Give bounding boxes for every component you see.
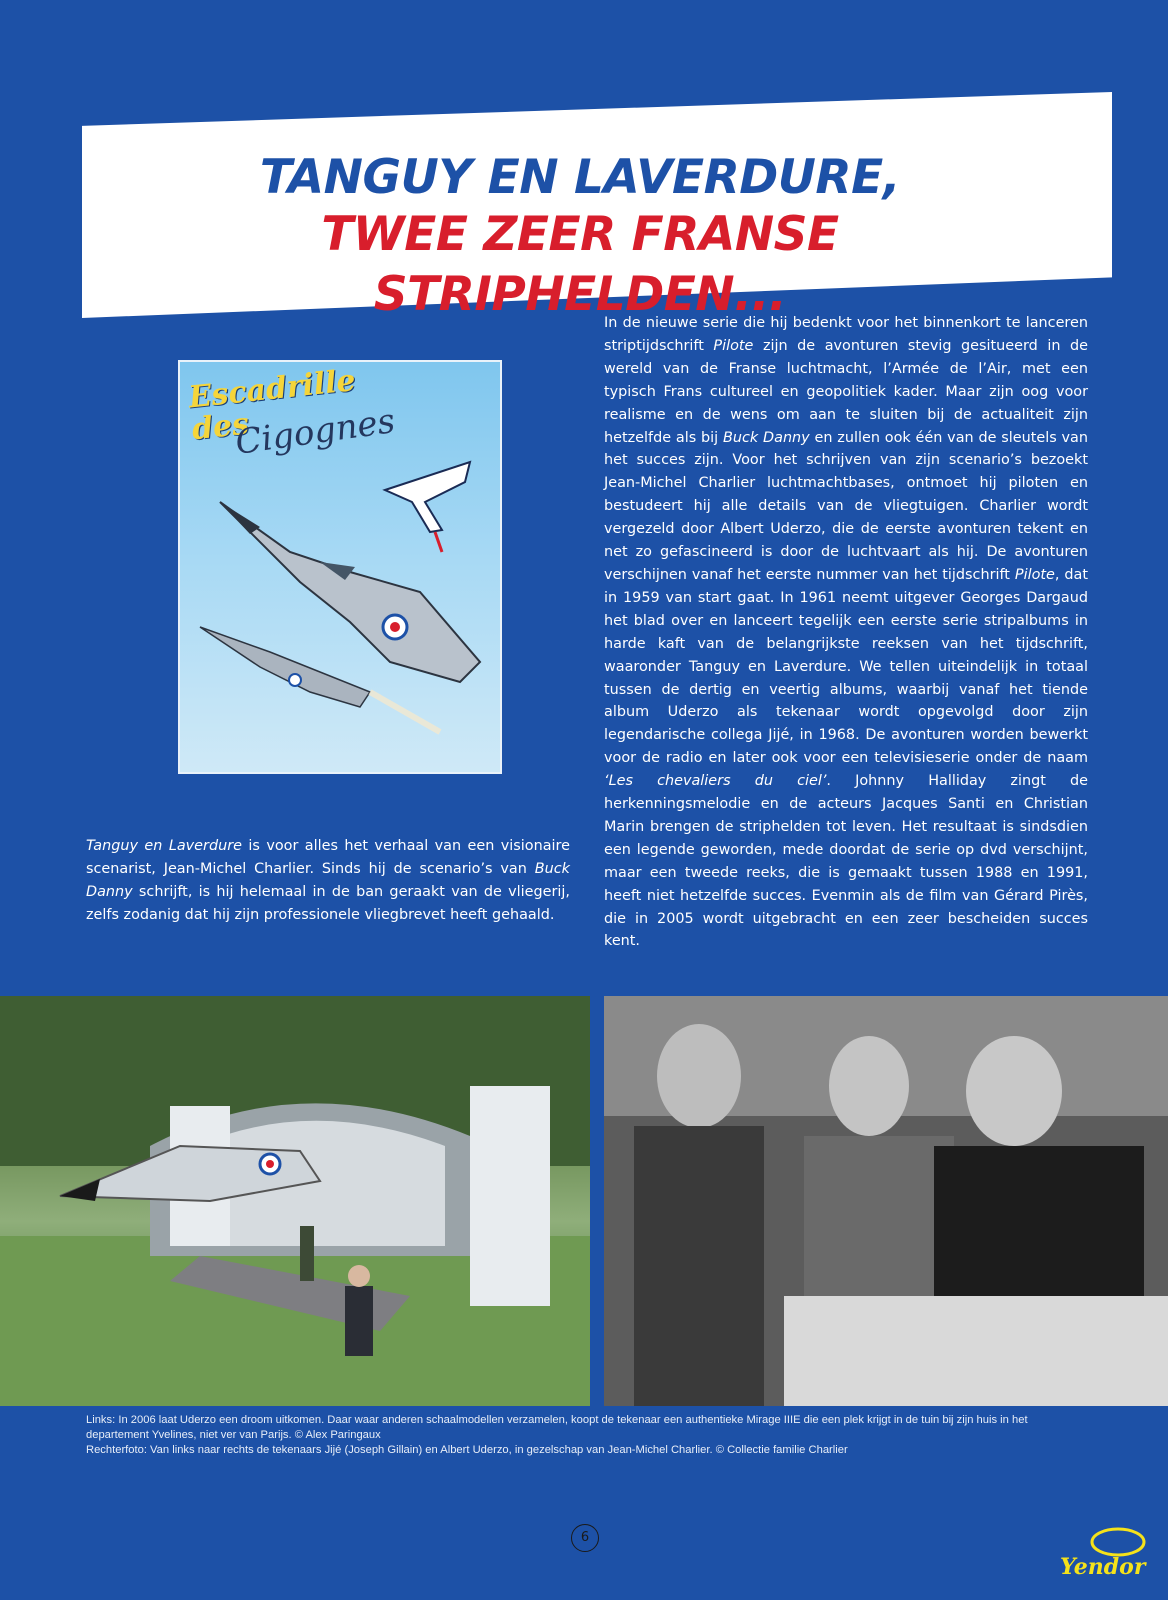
caption-left: Links: In 2006 laat Uderzo een droom uitkomen. Daar waar anderen schaalmodellen verzamelen, koopt de tekenaar een authentieke Mirage IIIE die een plek krijgt in de tuin bij zijn huis in het departement Yvelines, niet ver van Parijs. © Alex Paringaux	[86, 1414, 1028, 1441]
right-column-text: In de nieuwe serie die hij bedenkt voor het binnenkort te lanceren striptijdschrift Pilote zijn de avonturen stevig gesitueerd in de wereld van de Franse luchtmacht, l’Armée de l’Air, met een typisch Frans cultureel en geopolitiek kader. Maar zijn oog voor realisme en de wens om aan te sluiten bij de actualiteit zijn hetzelfde als bij Buck Danny en zullen ook één van de sleutels van het succes zijn. Voor het schrijven van zijn scenario’s bezoekt Jean-Michel Charlier luchtmachtbases, ontmoet hij piloten en bestudeert hij alle details van de vliegtuigen. Charlier wordt vergezeld door Albert Uderzo, die de eerste avonturen tekent en net zo gefascineerd is door de luchtvaart als hij. De avonturen verschijnen vanaf het eerste nummer van het tijdschrift Pilote, dat in 1959 van start gaat. In 1961 neemt uitgever Georges Dargaud het blad over en lanceert tegelijk een eerste serie stripalbums in harde kaft van de belangrijkste reeksen van het tijdschrift, waaronder Tanguy en Laverdure. We tellen uiteindelijk in totaal tussen de dertig en veertig albums, waarbij vanaf het tiende album Uderzo als tekenaar wordt opgevolgd door zijn legendarische collega Jijé, in 1968. De avonturen worden bewerkt voor de radio en later ook voor een televisieserie onder de naam ‘Les chevaliers du ciel’. Johnny Halliday zingt de herkenningsmelodie en de acteurs Jacques Santi en Christian Marin brengen de striphelden tot leven. Het resultaat is sindsdien een legende geworden, mede doordat de serie op dvd verschijnt, maar een tweede reeks, die is gemaakt tussen 1988 en 1991, heeft niet hetzelfde succes. Evenmin als de film van Gérard Pirès, die in 2005 wordt uitgebracht en een zeer bescheiden succes kent.	[604, 315, 1089, 950]
photo-jije-uderzo-charlier	[604, 996, 1168, 1406]
stork-icon	[180, 362, 500, 772]
photo-captions	[86, 1413, 1086, 1458]
title-line-2: TWEE ZEER FRANSE STRIPHELDEN...	[321, 207, 839, 322]
poster-title-line-1: Escadrille des	[186, 363, 358, 448]
left-column-text: Tanguy en Laverdure is voor alles het verhaal van een visionaire scenarist, Jean-Michel Charlier. Sinds hij de scenario’s van Buck Danny schrijft, is hij helemaal in de ban geraakt van de vliegerij, zelfs zodanig dat hij zijn professionele vliegbrevet heeft gehaald.	[86, 838, 570, 923]
caption-right: Rechterfoto: Van links naar rechts de tekenaars Jijé (Joseph Gillain) en Albert Uderzo, in gezelschap van Jean-Michel Charlier. © Collectie familie Charlier	[86, 1444, 848, 1456]
page-number: 6	[571, 1524, 599, 1552]
three-men-photo-scene	[604, 996, 1168, 1406]
mirage-photo-scene	[0, 996, 590, 1406]
title-line-1: TANGUY EN LAVERDURE,	[259, 150, 901, 205]
poster-illustration	[180, 362, 500, 772]
photo-uderzo-mirage	[0, 996, 590, 1406]
yendor-logo	[1056, 1524, 1156, 1584]
poster-title-line-2: Cigognes	[232, 401, 398, 463]
svg-text:Yendor: Yendor	[1060, 1554, 1146, 1580]
